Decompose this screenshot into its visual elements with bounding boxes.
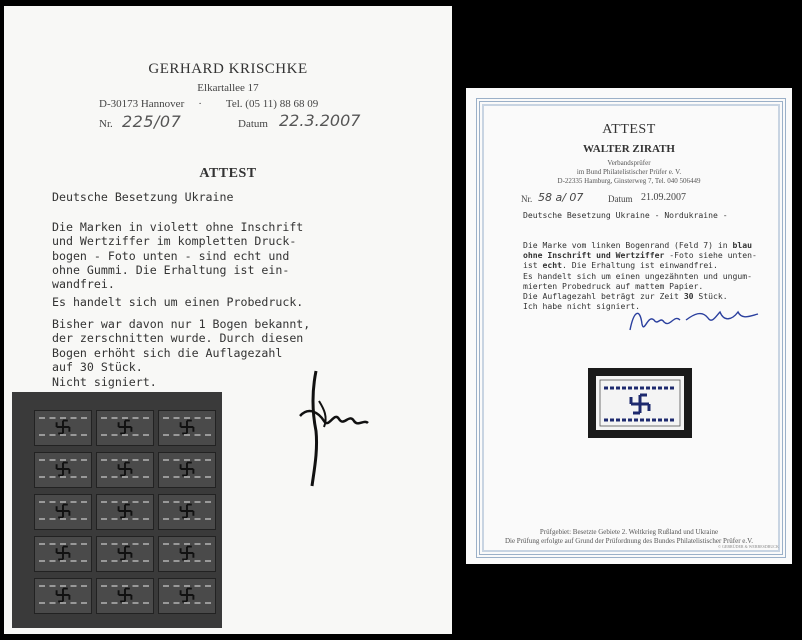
body-text: Stück. xyxy=(693,291,728,302)
handwritten-signature xyxy=(294,361,374,491)
body-text: Die Auflagezahl beträgt zur Zeit xyxy=(523,291,684,302)
body-text: Ich habe nicht signiert. xyxy=(523,301,640,312)
examiner-address: D-22335 Hamburg, Ginsterweg 7, Tel. 040 506449 xyxy=(557,177,701,185)
stamp-sheet-photo xyxy=(12,392,222,628)
body-text-bold: 30 xyxy=(683,291,694,302)
body-text-bold: echt xyxy=(542,260,562,271)
sheet-stamp xyxy=(96,494,154,530)
sheet-stamp xyxy=(96,410,154,446)
address-separator: · xyxy=(198,98,202,110)
swastika-icon xyxy=(55,503,71,519)
certificate-title: ATTEST xyxy=(199,166,257,181)
swastika-icon xyxy=(55,461,71,477)
certificate-paragraph: Die Marken in violett ohne Inschrift und Wertziffer im kompletten Druck- bogen - Foto unten - sind echt und ohne Gummi. Die Erhaltung ist ein- wandfrei. xyxy=(52,220,304,292)
swastika-icon xyxy=(117,503,133,519)
certificate-date: 21.09.2007 xyxy=(641,192,686,203)
body-text: mierten Probedruck auf mattem Papier. xyxy=(523,280,704,291)
body-text: ist xyxy=(523,260,543,271)
examiner-name: WALTER ZIRATH xyxy=(582,143,675,155)
printer-imprint: © GEBRÜDER & WERBESDRUCK xyxy=(718,544,779,549)
swastika-icon xyxy=(179,545,195,561)
certificate-footer: Prüfgebiet: Besetzte Gebiete 2. Weltkrieg Rußland und Ukraine xyxy=(539,528,719,536)
swastika-icon xyxy=(55,545,71,561)
certificate-paragraph: Bisher war davon nur 1 Bogen bekannt, der zerschnitten wurde. Durch diesen Bogen erhöht sich die Auflagezahl auf 30 Stück. xyxy=(52,317,311,374)
examiner-phone: Tel. (05 11) 88 68 09 xyxy=(225,98,319,110)
sheet-stamp xyxy=(34,536,92,572)
examiner-membership: im Bund Philatelistischer Prüfer e. V. xyxy=(576,168,682,176)
body-text: . Die Erhaltung ist einwandfrei. xyxy=(562,260,718,271)
sheet-stamp xyxy=(34,578,92,614)
body-text-bold: blau xyxy=(732,240,753,250)
swastika-icon xyxy=(179,503,195,519)
body-text: Es handelt sich um einen ungezähnten und ungum- xyxy=(523,270,753,281)
sheet-stamp xyxy=(158,536,216,572)
stamp-paper xyxy=(596,376,684,430)
examiner-role: Verbandsprüfer xyxy=(607,159,651,167)
stamp-photo xyxy=(588,368,692,438)
swastika-icon xyxy=(117,419,133,435)
swastika-icon xyxy=(55,587,71,603)
certificate-subject: Deutsche Besetzung Ukraine xyxy=(52,190,234,204)
examiner-address xyxy=(99,98,332,110)
swastika-icon xyxy=(179,461,195,477)
certificate-footer: Die Prüfung erfolgte auf Grund der Prüfordnung des Bundes Philatelistischer Prüfer e.V. xyxy=(504,537,754,545)
certificate-paragraph: Nicht signiert. xyxy=(52,375,157,389)
certificate-date-label: Datum xyxy=(238,118,268,130)
body-text: Die Marke vom linken Bogenrand (Feld 7) in xyxy=(523,240,733,250)
certificate-number: 225/07 xyxy=(122,112,182,131)
swastika-icon xyxy=(179,419,195,435)
certificate-date: 22.3.2007 xyxy=(279,111,361,130)
swastika-icon xyxy=(117,461,133,477)
sheet-stamp xyxy=(34,452,92,488)
swastika-icon xyxy=(117,545,133,561)
sheet-stamp xyxy=(96,452,154,488)
handwritten-signature xyxy=(624,300,764,338)
sheet-stamp xyxy=(158,578,216,614)
sheet-stamp xyxy=(158,410,216,446)
swastika-icon xyxy=(117,587,133,603)
krischke-certificate xyxy=(4,6,452,634)
certificate-title: ATTEST xyxy=(602,122,656,137)
certificate-paragraph: Es handelt sich um einen Probedruck. xyxy=(52,295,304,309)
certificate-number-label: Nr. xyxy=(99,118,113,130)
examiner-street: Elkartallee 17 xyxy=(197,82,259,94)
sheet-stamp xyxy=(158,494,216,530)
proof-stamp-image xyxy=(596,376,684,430)
zirath-certificate xyxy=(466,88,792,564)
body-text: -Foto siehe unten- xyxy=(664,250,757,261)
sheet-stamp xyxy=(96,578,154,614)
sheet-stamp xyxy=(96,536,154,572)
swastika-icon xyxy=(179,587,195,603)
sheet-stamp xyxy=(158,452,216,488)
examiner-name: GERHARD KRISCHKE xyxy=(148,61,308,77)
certificate-date-label: Datum xyxy=(608,194,633,204)
body-text-bold: ohne Inschrift und Wertziffer xyxy=(523,250,665,261)
sheet-stamp xyxy=(34,494,92,530)
examiner-city: D-30173 Hannover xyxy=(99,98,185,110)
certificate-number-label: Nr. xyxy=(521,194,533,204)
certificate-subject: Deutsche Besetzung Ukraine - Nordukraine - xyxy=(523,210,728,220)
swastika-icon xyxy=(55,419,71,435)
sheet-stamp xyxy=(34,410,92,446)
swastika-icon xyxy=(631,395,649,413)
certificate-number: 58 a/ 07 xyxy=(538,191,584,204)
